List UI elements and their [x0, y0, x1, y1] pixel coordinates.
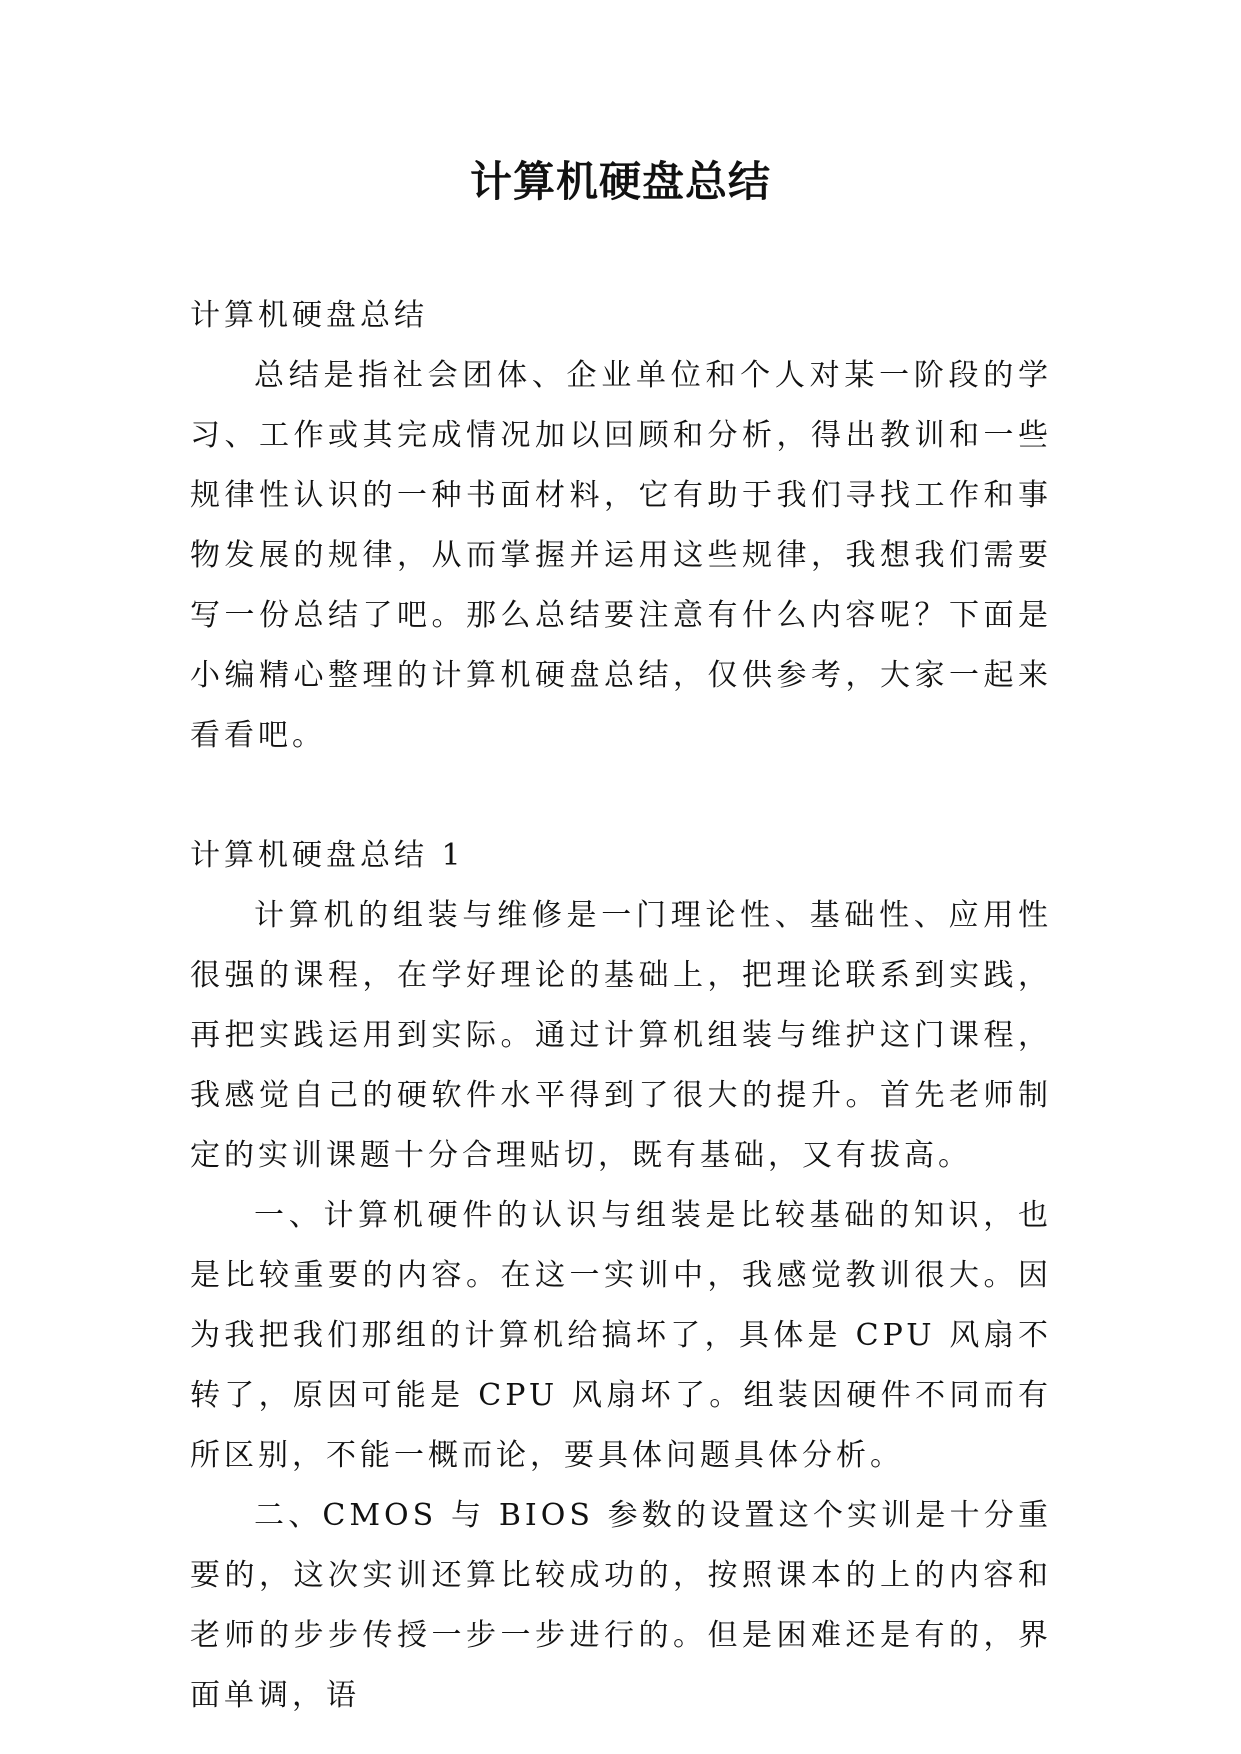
document-title: 计算机硬盘总结	[469, 157, 771, 206]
document-body	[190, 286, 1052, 1726]
intro-paragraph: 总结是指社会团体、企业单位和个人对某一阶段的学习、工作或其完成情况加以回顾和分析，得出教训和一些规律性认识的一种书面材料，它有助于我们寻找工作和事物发展的规律，从而掌握并运用这些规律，我想我们需要写一份总结了吧。那么总结要注意有什么内容呢？下面是小编精心整理的计算机硬盘总结，仅供参考，大家一起来看看吧。	[190, 358, 1052, 753]
section-heading: 计算机硬盘总结 1	[190, 838, 465, 873]
body-paragraph: 一、计算机硬件的认识与组装是比较基础的知识，也是比较重要的内容。在这一实训中，我感觉教训很大。因为我把我们那组的计算机给搞坏了，具体是 CPU 风扇不转了，原因可能是 CPU 风扇坏了。组装因硬件不同而有所区别，不能一概而论，要具体问题具体分析。	[190, 1198, 1052, 1473]
body-paragraph: 二、CMOS 与 BIOS 参数的设置这个实训是十分重要的，这次实训还算比较成功的，按照课本的上的内容和老师的步步传授一步一步进行的。但是困难还是有的，界面单调，语	[190, 1498, 1052, 1713]
intro-heading: 计算机硬盘总结	[190, 298, 428, 333]
body-paragraph: 计算机的组装与维修是一门理论性、基础性、应用性很强的课程，在学好理论的基础上，把理论联系到实践，再把实践运用到实际。通过计算机组装与维护这门课程，我感觉自己的硬软件水平得到了很大的提升。首先老师制定的实训课题十分合理贴切，既有基础，又有拔高。	[190, 898, 1052, 1173]
section-spacer	[190, 766, 1052, 826]
